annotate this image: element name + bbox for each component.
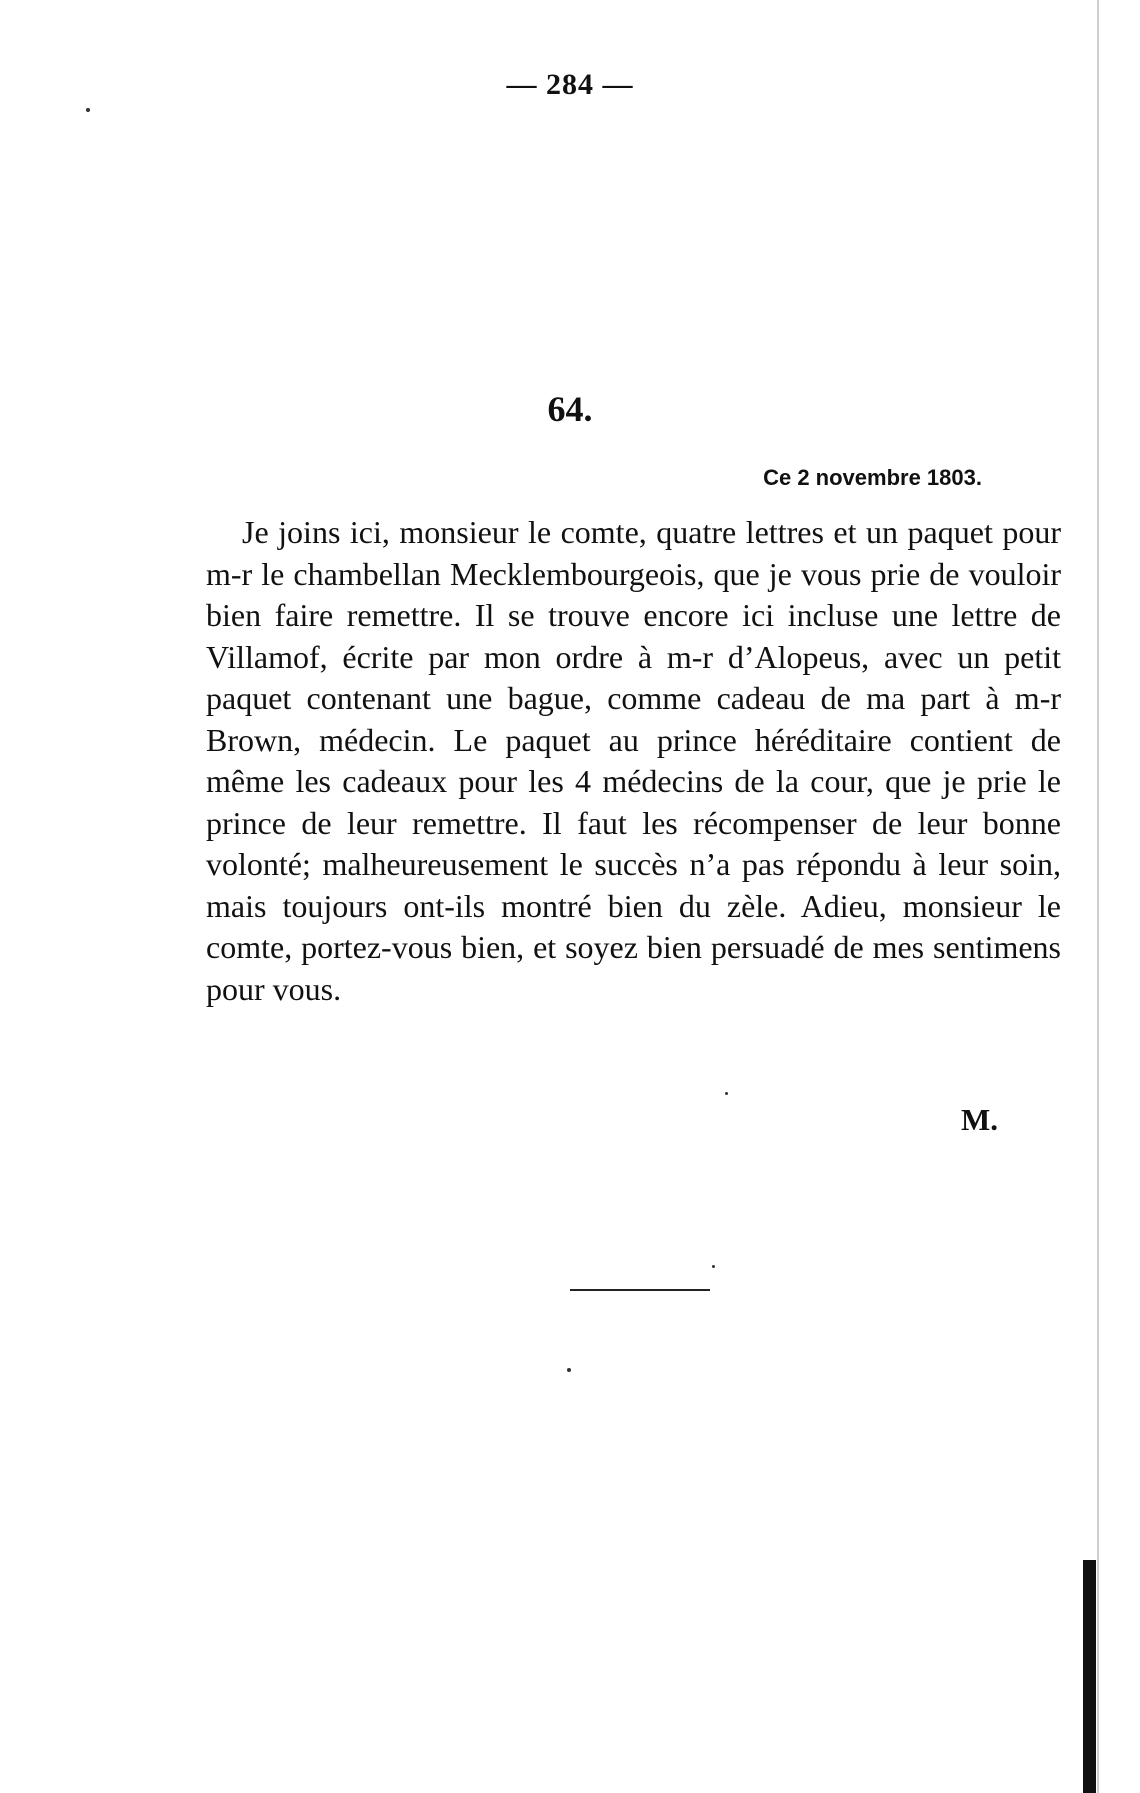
print-speck [725,1092,728,1095]
page-binding-shadow [1083,1560,1096,1793]
letter-signature: M. [960,1102,998,1137]
letter-date: Ce 2 novembre 1803. [763,465,982,490]
page-number: — 284 — [506,68,634,101]
print-speck [712,1265,715,1268]
print-speck [567,1368,571,1372]
letter-number: 64. [547,389,593,429]
page-right-edge [1097,0,1099,1793]
end-rule-divider [570,1289,710,1291]
letter-body: Je joins ici, monsieur le comte, quatre lettres et un paquet pour m-r le chambellan Mecklembourgeois, que je vous prie de vouloir bien faire remettre. Il se trouve encore ici incluse une lettre de Villamof, écrite par mon ordre à m-r d’Alopeus, avec un petit paquet contenant une bague, comme cadeau de ma part à m-r Brown, médecin. Le paquet au prince héréditaire contient de même les cadeaux pour les 4 médecins de la cour, que je prie le prince de leur remettre. Il faut les récompenser de leur bonne volonté; malheureusement le succès n’a pas répondu à leur soin, mais toujours ont-ils montré bien du zèle. Adieu, monsieur le comte, portez-vous bien, et soyez bien persuadé de mes sentimens pour vous. [206,514,1061,1007]
print-speck [86,108,90,112]
